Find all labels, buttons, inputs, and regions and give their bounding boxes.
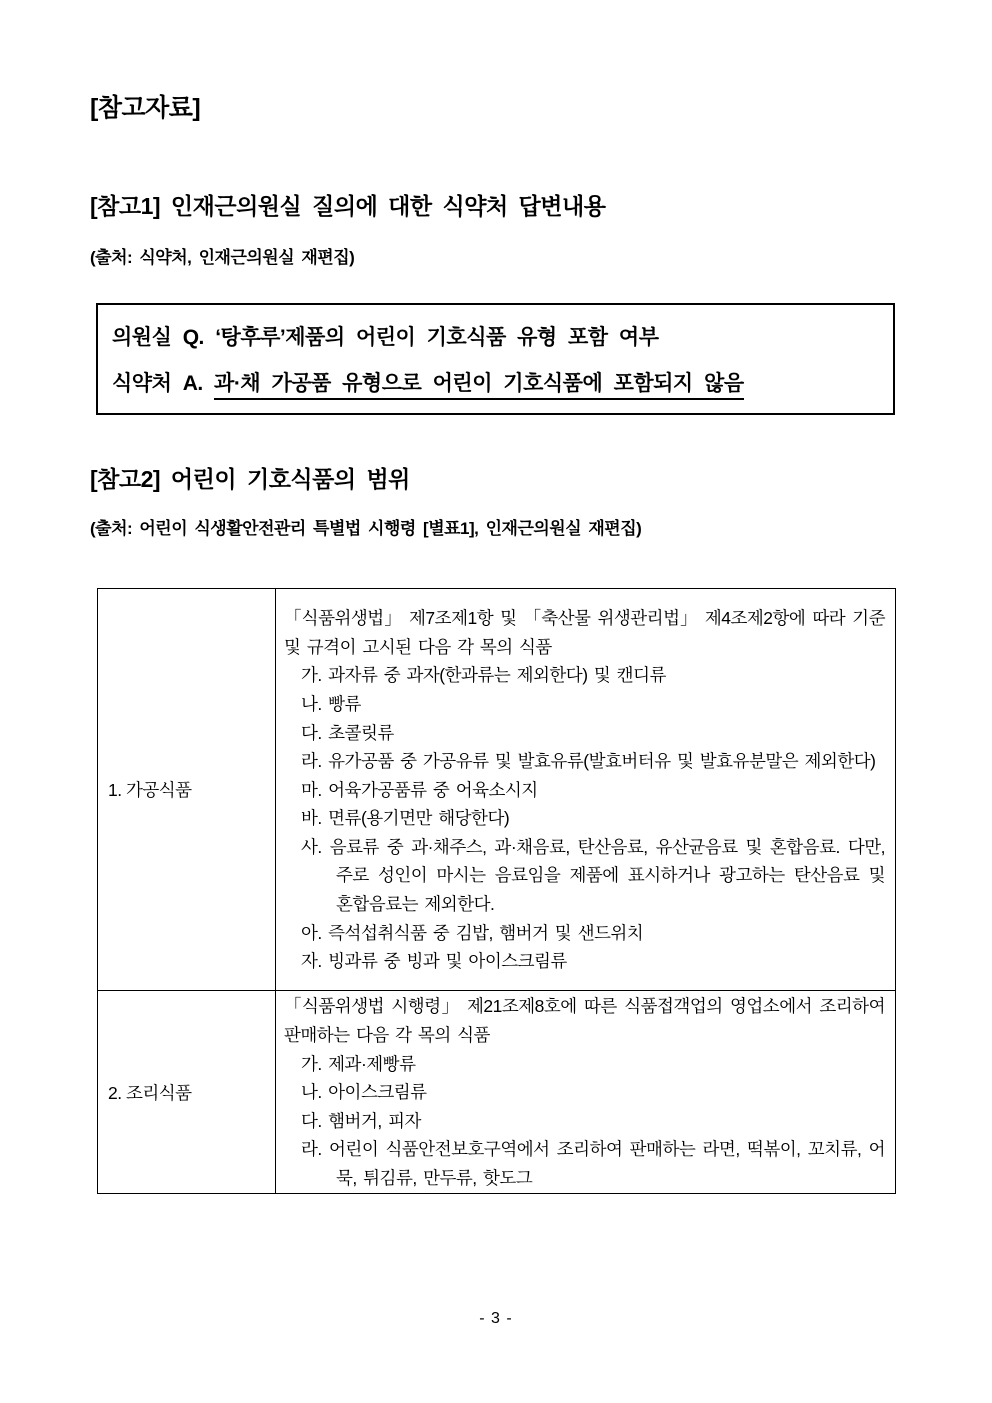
list-item: 바. 면류(용기면만 해당한다) bbox=[301, 808, 510, 829]
content-cell-processed-food bbox=[276, 589, 896, 991]
list-item: 가. 과자류 중 과자(한과류는 제외한다) 및 캔디류 bbox=[301, 665, 666, 686]
list-item: 가. 제과·제빵류 bbox=[301, 1053, 416, 1074]
question-text: ‘탕후루’제품의 어린이 기호식품 유형 포함 여부 bbox=[215, 326, 659, 349]
page-number: - 3 - bbox=[479, 1310, 513, 1327]
question-label: 의원실 Q. bbox=[112, 326, 204, 349]
answer-text: 과·채 가공품 유형으로 어린이 기호식품에 포함되지 않음 bbox=[214, 372, 744, 400]
ref2-heading: [참고2] 어린이 기호식품의 범위 bbox=[90, 466, 410, 492]
answer-label: 식약처 A. bbox=[112, 372, 203, 395]
list-item: 라. 유가공품 중 가공유류 및 발효유류(발효버터유 및 발효유분말은 제외한다) bbox=[301, 751, 876, 772]
table-row bbox=[98, 589, 896, 991]
ref1-heading: [참고1] 인재근의원실 질의에 대한 식약처 답변내용 bbox=[90, 193, 606, 219]
list-item: 다. 초콜릿류 bbox=[301, 722, 394, 743]
list-item: 아. 즉석섭취식품 중 김밥, 햄버거 및 샌드위치 bbox=[301, 922, 644, 943]
qa-question-line bbox=[112, 315, 879, 361]
list-item: 자. 빙과류 중 빙과 및 아이스크림류 bbox=[301, 951, 567, 972]
ref1-source: (출처: 식약처, 인재근의원실 재편집) bbox=[90, 248, 355, 267]
list-item: 마. 어육가공품류 중 어육소시지 bbox=[301, 779, 538, 800]
row1-item-list bbox=[284, 661, 885, 976]
ref2-source: (출처: 어린이 식생활안전관리 특별법 시행령 [별표1], 인재근의원실 재편집) bbox=[90, 519, 642, 538]
page-title: [참고자료] bbox=[90, 94, 201, 122]
row2-item-list bbox=[284, 1050, 885, 1193]
list-item: 나. 아이스크림류 bbox=[301, 1082, 427, 1103]
qa-box bbox=[96, 303, 895, 415]
list-item: 나. 빵류 bbox=[301, 693, 361, 714]
table-row bbox=[98, 991, 896, 1194]
row2-intro: 「식품위생법 시행령」 제21조제8호에 따른 식품접객업의 영업소에서 조리하여 판매하는 다음 각 목의 식품 bbox=[284, 996, 885, 1046]
qa-answer-line bbox=[112, 361, 879, 407]
content-cell-cooked-food bbox=[276, 991, 896, 1194]
list-item: 다. 햄버거, 피자 bbox=[301, 1110, 421, 1131]
category-cell-cooked-food: 2. 조리식품 bbox=[98, 991, 276, 1194]
food-category-table bbox=[97, 588, 896, 1194]
list-item: 라. 어린이 식품안전보호구역에서 조리하여 판매하는 라면, 떡볶이, 꼬치류, 어묵, 튀김류, 만두류, 핫도그 bbox=[301, 1139, 885, 1188]
row1-intro: 「식품위생법」 제7조제1항 및 「축산물 위생관리법」 제4조제2항에 따라 기준 및 규격이 고시된 다음 각 목의 식품 bbox=[284, 608, 885, 657]
list-item: 사. 음료류 중 과·채주스, 과·채음료, 탄산음료, 유산균음료 및 혼합음료. 다만, 주로 성인이 마시는 음료임을 제품에 표시하거나 광고하는 탄산음료 및 혼합음료는 제외한다. bbox=[301, 836, 885, 915]
category-cell-processed-food: 1. 가공식품 bbox=[98, 589, 276, 991]
